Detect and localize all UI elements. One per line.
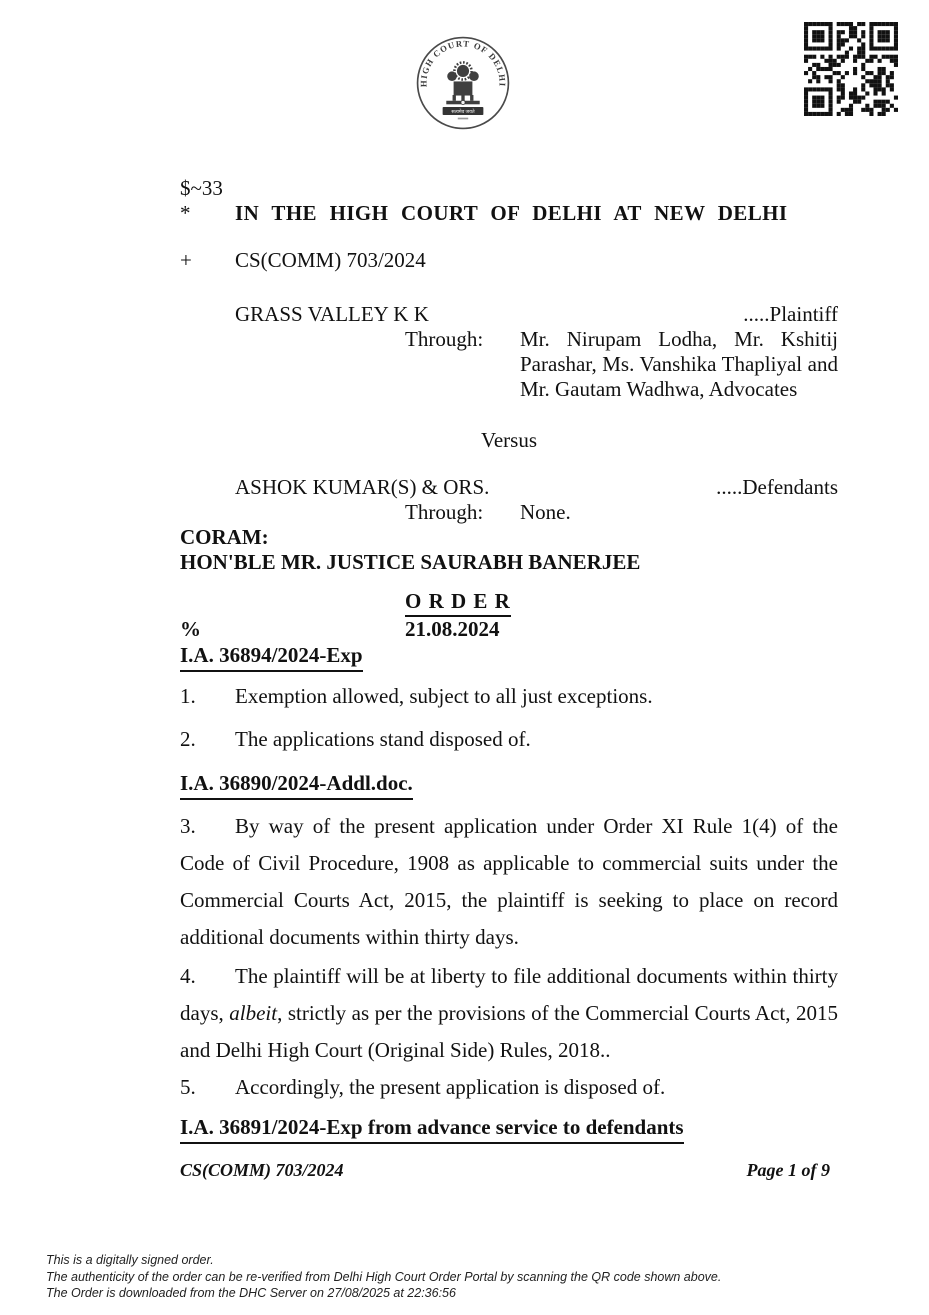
para-text-post: , strictly as per the provisions of the Commercial Courts Act, 2015 and Delhi High Court (Original Side) Rules, 2018.. [180, 1001, 838, 1062]
signature-note-line: This is a digitally signed order. [46, 1253, 214, 1267]
defendant-tag: .....Defendants [716, 475, 838, 499]
star-marker: * [180, 201, 191, 225]
coram-label: CORAM: [180, 525, 269, 549]
ia-heading-1: I.A. 36894/2024-Exp [180, 642, 838, 672]
order-date-row [180, 617, 838, 642]
order-paragraph-5 [180, 1069, 838, 1106]
seal-arc-text: HIGH COURT OF DELHI [418, 38, 508, 88]
para-text: The applications stand disposed of. [235, 727, 531, 751]
para-number: 1. [180, 684, 196, 708]
para-text-pre: The plaintiff will be at liberty to file additional documents within thirty days, [180, 964, 838, 1025]
signature-note-line: The authenticity of the order can be re-verified from Delhi High Court Order Portal by scanning the QR code shown above. [46, 1269, 722, 1284]
para-text: Exemption allowed, subject to all just exceptions. [235, 684, 653, 708]
plaintiff-counsel-row [180, 327, 838, 402]
plaintiff-tag: .....Plaintiff [743, 302, 838, 326]
plaintiff-name: GRASS VALLEY K K [235, 302, 429, 326]
page-number: Page 1 of 9 [746, 1160, 830, 1180]
defendant-name: ASHOK KUMAR(S) & ORS. [235, 475, 490, 499]
through-label: Through: [405, 327, 484, 351]
para-number: 2. [180, 727, 196, 751]
para-text: Accordingly, the present application is disposed of. [235, 1075, 666, 1099]
para-number: 5. [180, 1075, 196, 1099]
order-paragraph-2 [180, 721, 838, 758]
para-number: 4. [180, 964, 196, 988]
court-title-row [180, 201, 838, 226]
footer-case-number: CS(COMM) 703/2024 [180, 1160, 344, 1180]
motto-banner [443, 107, 484, 119]
signature-notes [46, 1252, 721, 1302]
page-footer [180, 1160, 830, 1181]
plaintiff-counsel: Mr. Nirupam Lodha, Mr. Kshitij Parashar, Ms. Vanshika Thapliyal and Mr. Gautam Wadhwa, Advocates [520, 327, 838, 401]
qr-code-icon [804, 22, 898, 116]
signature-note-line: The Order is downloaded from the DHC Server on 27/08/2025 at 22:36:56 [46, 1286, 456, 1300]
verification-qr-code [804, 22, 898, 116]
defendant-row [180, 475, 838, 500]
judge-name: HON'BLE MR. JUSTICE SAURABH BANERJEE [180, 550, 641, 574]
case-number-row [180, 248, 838, 273]
order-heading: O R D E R [405, 589, 511, 617]
case-number: CS(COMM) 703/2024 [235, 248, 426, 272]
through-label: Through: [405, 500, 484, 524]
versus-label: Versus [481, 428, 537, 452]
order-paragraph-4 [180, 958, 838, 1069]
order-date: 21.08.2024 [405, 617, 500, 641]
para-number: 3. [180, 814, 196, 838]
defendant-counsel: None. [520, 500, 571, 524]
para-text: By way of the present application under Order XI Rule 1(4) of the Code of Civil Procedure, 1908 as applicable to commercial suits under the Commercial Courts Act, 2015, the plaintiff is seeking to place on record additional documents within thirty days. [180, 814, 838, 949]
lion-capital-icon [446, 62, 479, 104]
order-paragraph-1 [180, 678, 838, 715]
para-text-italic: albeit [229, 1001, 278, 1025]
percent-marker: % [180, 617, 201, 641]
order-document [180, 176, 838, 1144]
case-note: $~33 [180, 176, 223, 200]
court-emblem-icon [416, 36, 510, 130]
ia-heading-3: I.A. 36891/2024-Exp from advance service to defendants [180, 1114, 838, 1144]
ia-heading-2: I.A. 36890/2024-Addl.doc. [180, 770, 838, 800]
order-paragraph-3 [180, 808, 838, 956]
high-court-seal [416, 36, 510, 130]
seal-motto-text: सत्यमेव जयते [451, 110, 475, 116]
order-heading-row [180, 589, 838, 617]
court-title: IN THE HIGH COURT OF DELHI AT NEW DELHI [235, 201, 788, 225]
plus-marker: + [180, 248, 192, 272]
plaintiff-row [180, 302, 838, 327]
defendant-counsel-row [180, 500, 838, 525]
